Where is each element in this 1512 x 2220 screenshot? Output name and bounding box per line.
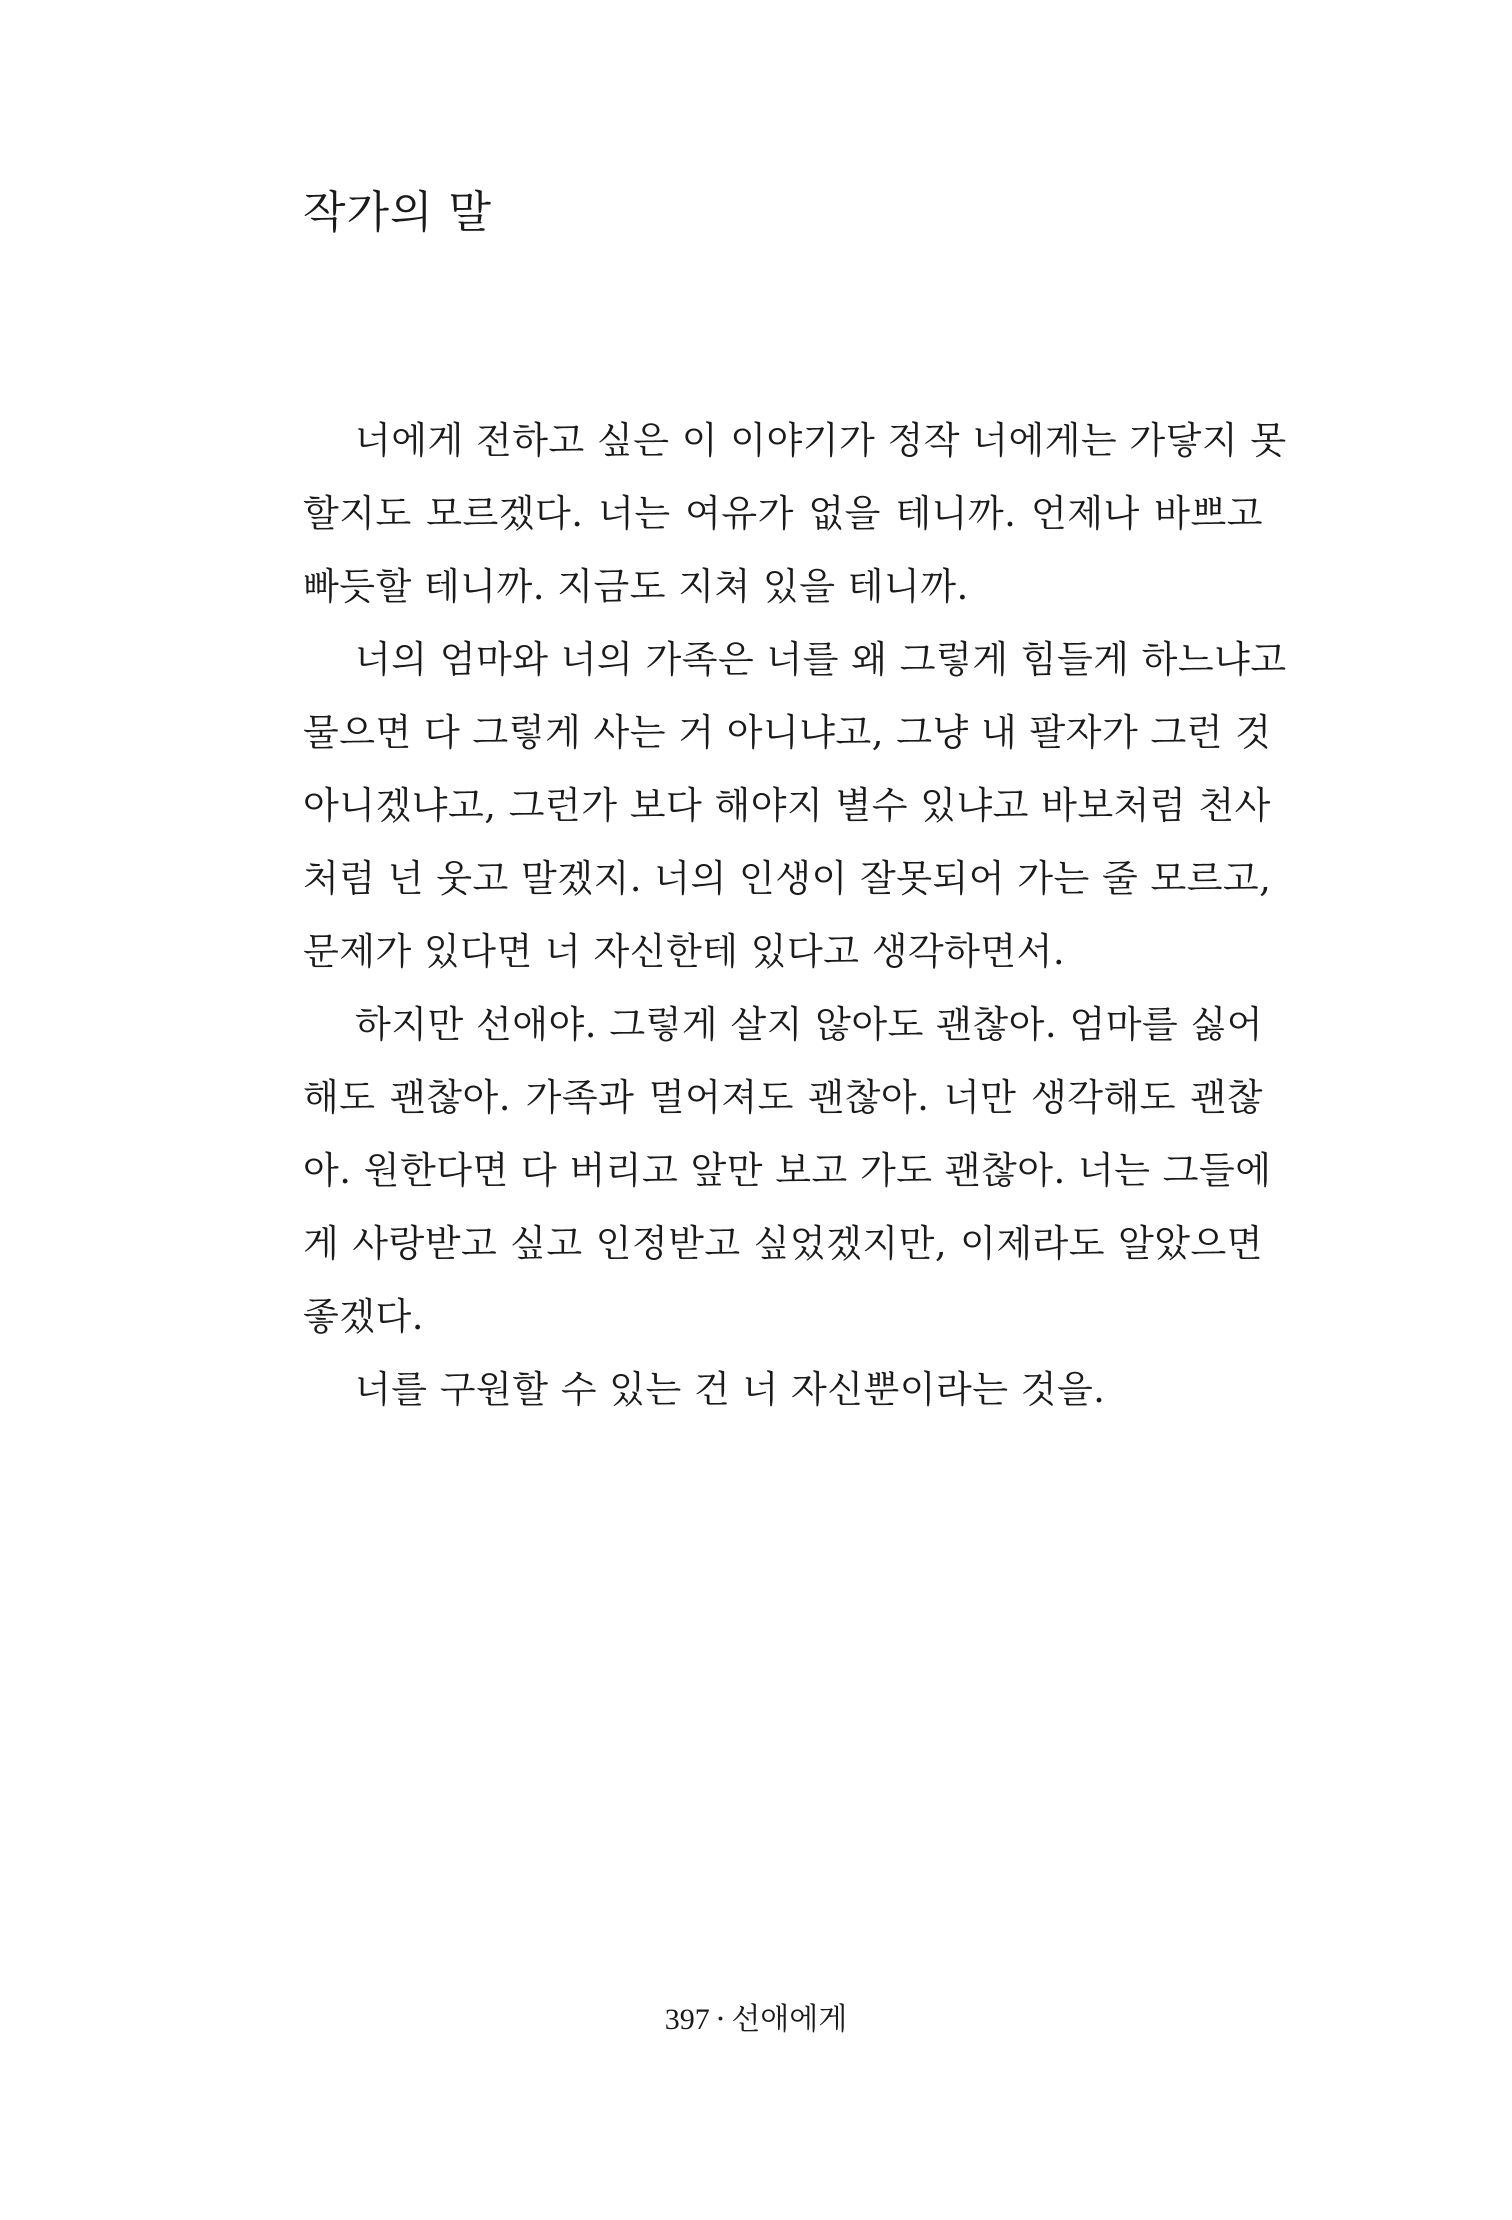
paragraph (303, 404, 1287, 623)
paragraph (303, 988, 1272, 1353)
page-footer (0, 2000, 1512, 2040)
running-title: 선애에게 (731, 2002, 848, 2037)
text-line: 좋겠다. (303, 1295, 424, 1338)
text-line: 아니겠냐고, 그런가 보다 해야지 별수 있냐고 바보처럼 천사 (303, 784, 1271, 827)
footer-separator: · (715, 2002, 726, 2037)
text-line: 너에게 전하고 싶은 이 이야기가 정작 너에게는 가닿지 못 (355, 419, 1287, 462)
text-line: 너의 엄마와 너의 가족은 너를 왜 그렇게 힘들게 하느냐고 (355, 638, 1287, 681)
text-line: 너를 구원할 수 있는 건 너 자신뿐이라는 것을. (355, 1368, 1106, 1411)
text-line: 처럼 넌 웃고 말겠지. 너의 인생이 잘못되어 가는 줄 모르고, (303, 857, 1272, 900)
page-number: 397 (664, 2003, 710, 2036)
chapter-title: 작가의 말 (303, 187, 493, 238)
body-text (303, 404, 1287, 1426)
text-line: 아. 원한다면 다 버리고 앞만 보고 가도 괜찮아. 너는 그들에 (303, 1149, 1272, 1192)
text-line: 문제가 있다면 너 자신한테 있다고 생각하면서. (303, 930, 1066, 973)
text-line: 하지만 선애야. 그렇게 살지 않아도 괜찮아. 엄마를 싫어 (355, 1003, 1263, 1046)
text-line: 게 사랑받고 싶고 인정받고 싶었겠지만, 이제라도 알았으면 (303, 1222, 1263, 1265)
paragraph (303, 1353, 1263, 1426)
text-line: 빠듯할 테니까. 지금도 지쳐 있을 테니까. (303, 565, 969, 608)
text-line: 물으면 다 그렇게 사는 거 아니냐고, 그냥 내 팔자가 그런 것 (303, 711, 1272, 754)
text-line: 해도 괜찮아. 가족과 멀어져도 괜찮아. 너만 생각해도 괜찮 (303, 1076, 1263, 1119)
text-line: 할지도 모르겠다. 너는 여유가 없을 테니까. 언제나 바쁘고 (303, 492, 1263, 535)
paragraph (303, 623, 1287, 988)
